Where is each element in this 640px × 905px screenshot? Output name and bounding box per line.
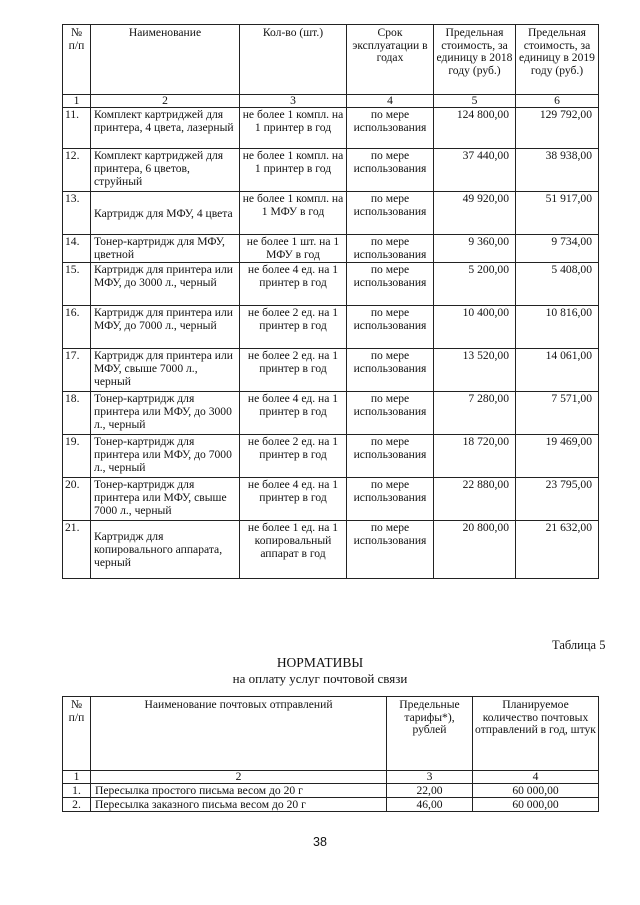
row-qty: не более 4 ед. на 1 принтер в год [240,392,347,435]
col-header-planned: Планируемое количество почтовых отправлений в год, штук [473,697,599,771]
row-num: 12. [63,149,91,192]
row-price-2019: 5 408,00 [516,263,599,306]
row-name: Картридж для МФУ, 4 цвета [91,192,240,235]
col-number: 1 [63,771,91,784]
row-price-2019: 19 469,00 [516,435,599,478]
cartridge-norms-table [62,24,599,579]
row-term: по мере использования [347,263,434,306]
row-price-2018: 18 720,00 [434,435,516,478]
row-qty: не более 2 ед. на 1 принтер в год [240,435,347,478]
row-price-2019: 14 061,00 [516,349,599,392]
section-title: НОРМАТИВЫ [276,655,364,670]
row-num: 18. [63,392,91,435]
row-price-2018: 124 800,00 [434,108,516,149]
row-name: Комплект картриджей для принтера, 6 цветов, струйный [91,149,240,192]
row-price-2018: 22 880,00 [434,478,516,521]
row-num: 17. [63,349,91,392]
row-term: по мере использования [347,349,434,392]
row-num: 1. [63,784,91,798]
col-header-num: № п/п [63,25,91,95]
table-header-row [63,697,599,771]
postal-norms-table [62,696,599,812]
row-qty: не более 4 ед. на 1 принтер в год [240,478,347,521]
col-number: 4 [473,771,599,784]
col-number: 6 [516,95,599,108]
table-row [63,435,599,478]
row-qty: не более 1 компл. на 1 МФУ в год [240,192,347,235]
row-name: Картридж для принтера или МФУ, до 7000 л., черный [91,306,240,349]
table-row [63,784,599,798]
col-header-tariff: Предельные тарифы*), рублей [387,697,473,771]
row-name: Комплект картриджей для принтера, 4 цвета, лазерный [91,108,240,149]
row-num: 20. [63,478,91,521]
row-price-2018: 5 200,00 [434,263,516,306]
row-name: Пересылка заказного письма весом до 20 г [91,798,387,812]
table-row [63,149,599,192]
row-term: по мере использования [347,435,434,478]
table-row [63,521,599,579]
row-term: по мере использования [347,235,434,263]
row-term: по мере использования [347,306,434,349]
row-name: Картридж для принтера или МФУ, свыше 7000 л., черный [91,349,240,392]
row-price-2019: 21 632,00 [516,521,599,579]
section-subtitle: на оплату услуг почтовой связи [232,671,408,686]
col-number: 2 [91,771,387,784]
row-qty: не более 1 шт. на 1 МФУ в год [240,235,347,263]
row-price-2018: 7 280,00 [434,392,516,435]
row-price-2019: 9 734,00 [516,235,599,263]
row-qty: не более 4 ед. на 1 принтер в год [240,263,347,306]
col-header-name: Наименование [91,25,240,95]
row-price-2018: 49 920,00 [434,192,516,235]
table-row [63,263,599,306]
col-header-price-2019: Предельная стоимость, за единицу в 2019 году (руб.) [516,25,599,95]
row-price-2019: 38 938,00 [516,149,599,192]
row-term: по мере использования [347,392,434,435]
col-number: 3 [240,95,347,108]
row-price-2018: 9 360,00 [434,235,516,263]
table-row [63,798,599,812]
row-term: по мере использования [347,192,434,235]
row-price-2018: 37 440,00 [434,149,516,192]
row-tariff: 22,00 [387,784,473,798]
table-row [63,306,599,349]
row-name: Тонер-картридж для принтера или МФУ, до 7000 л., черный [91,435,240,478]
col-number: 2 [91,95,240,108]
row-name: Тонер-картридж для принтера или МФУ, до 3000 л., черный [91,392,240,435]
row-price-2018: 10 400,00 [434,306,516,349]
row-price-2019: 23 795,00 [516,478,599,521]
row-num: 13. [63,192,91,235]
row-qty: не более 1 компл. на 1 принтер в год [240,108,347,149]
row-num: 19. [63,435,91,478]
row-qty: не более 1 компл. на 1 принтер в год [240,149,347,192]
page-number: 38 [313,835,327,849]
col-header-name: Наименование почтовых отправлений [91,697,387,771]
column-number-row [63,95,599,108]
row-num: 16. [63,306,91,349]
row-price-2019: 10 816,00 [516,306,599,349]
row-term: по мере использования [347,108,434,149]
row-qty: не более 2 ед. на 1 принтер в год [240,349,347,392]
row-price-2019: 51 917,00 [516,192,599,235]
row-name: Пересылка простого письма весом до 20 г [91,784,387,798]
row-num: 11. [63,108,91,149]
row-name: Тонер-картридж для МФУ, цветной [91,235,240,263]
row-price-2018: 13 520,00 [434,349,516,392]
row-planned: 60 000,00 [473,784,599,798]
row-term: по мере использования [347,521,434,579]
column-number-row [63,771,599,784]
row-price-2019: 7 571,00 [516,392,599,435]
col-header-price-2018: Предельная стоимость, за единицу в 2018 году (руб.) [434,25,516,95]
row-num: 14. [63,235,91,263]
table-caption: Таблица 5 [552,638,606,652]
col-header-qty: Кол-во (шт.) [240,25,347,95]
row-num: 15. [63,263,91,306]
table-row [63,349,599,392]
row-price-2019: 129 792,00 [516,108,599,149]
row-term: по мере использования [347,149,434,192]
table-row [63,108,599,149]
col-number: 4 [347,95,434,108]
col-number: 1 [63,95,91,108]
row-tariff: 46,00 [387,798,473,812]
col-header-term: Срок эксплуатации в годах [347,25,434,95]
table-row [63,192,599,235]
row-num: 2. [63,798,91,812]
table-row [63,478,599,521]
row-name: Тонер-картридж для принтера или МФУ, свыше 7000 л., черный [91,478,240,521]
row-name: Картридж для копировального аппарата, черный [91,521,240,579]
row-term: по мере использования [347,478,434,521]
col-number: 5 [434,95,516,108]
table-header-row [63,25,599,95]
row-num: 21. [63,521,91,579]
row-qty: не более 2 ед. на 1 принтер в год [240,306,347,349]
row-name: Картридж для принтера или МФУ, до 3000 л., черный [91,263,240,306]
table-row [63,235,599,263]
col-header-num: № п/п [63,697,91,771]
col-number: 3 [387,771,473,784]
row-price-2018: 20 800,00 [434,521,516,579]
row-qty: не более 1 ед. на 1 копировальный аппарат в год [240,521,347,579]
table-row [63,392,599,435]
row-planned: 60 000,00 [473,798,599,812]
